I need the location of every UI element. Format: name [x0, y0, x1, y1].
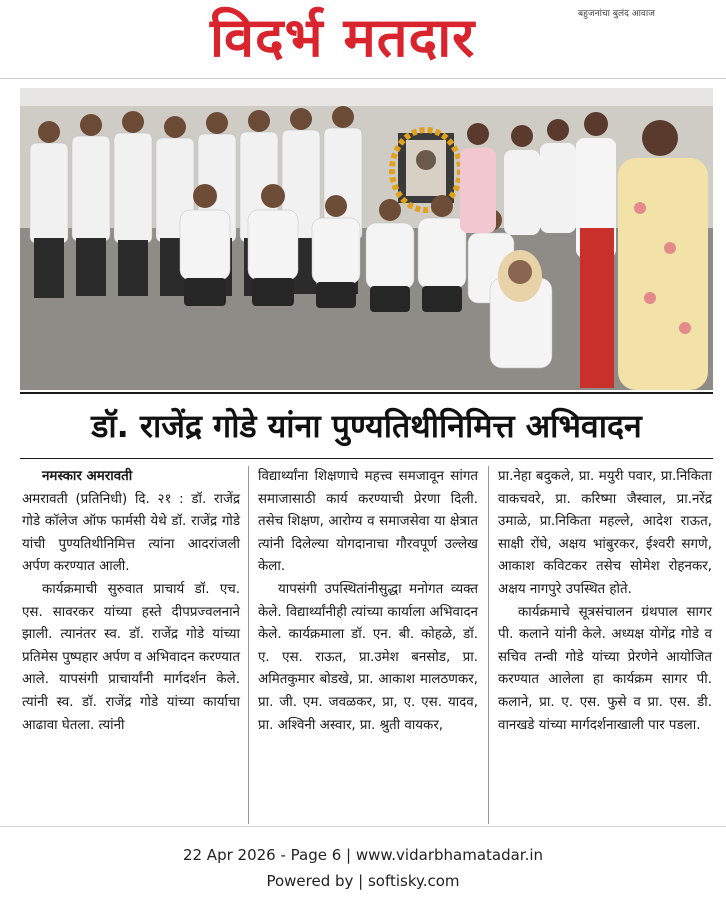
footer-divider — [0, 826, 726, 827]
article-paragraph: कार्यक्रमाची सुरुवात प्राचार्य डॉ. एच. एस. सावरकर यांच्या हस्ते दीपप्रज्वलनाने झाली. त्यानंतर स्व. डॉ. राजेंद्र गोडे यांच्या प्रतिमेस पुष्पहार अर्पण व अभिवादन करण्यात आले. यापसंगी प्राचार्यांनी मार्गदर्शन केले. त्यांनी स्व. डॉ. राजेंद्र गोडे यांच्या कार्याचा आढावा घेतला. त्यांनी — [22, 581, 240, 733]
newspaper-logo — [210, 2, 655, 74]
article-paragraph: कार्यक्रमाचे सूत्रसंचालन ग्रंथपाल सागर पी. कलाने यांनी केले. अध्यक्ष योगेंद्र गोडे व सचिव तन्वी गोडे यांच्या प्रेरणेने आयोजित करण्यात आलेला हा कार्यक्रम सागर पी. कलाने, प्रा. ए. एस. फुसे व प्रा. एस. डी. वानखडे यांच्या मार्गदर्शनाखाली पार पडला. — [498, 604, 712, 733]
logo-tagline: बहुजनांचा बुलंद आवाज — [578, 9, 655, 19]
article-paragraph: अमरावती (प्रतिनिधी) दि. २१ : डॉ. राजेंद्र गोडे कॉलेज ऑफ फार्मसी येथे डॉ. राजेंद्र गोडे यांची पुण्यतिथीनिमित्त त्यांना आदरांजली अर्पण करण्यात आली. — [22, 491, 240, 575]
article-paragraph: प्रा.नेहा बदुकले, प्रा. मयुरी पवार, प्रा.निकिता वाकचवरे, प्रा. करिष्मा जैस्वाल, प्रा.नरेंद्र उमाळे, प्रा.निकिता महल्ले, आदेश राऊत, साक्षी रोंघे, अक्षय भांबुरकर, ईश्वरी सगणे, आकाश कविटकर तसेच सोमेश रोहनकर, अक्षय नागपुरे उपस्थित होते. — [498, 469, 712, 597]
column-divider — [248, 466, 249, 824]
article-kicker: नमस्कार अमरावती — [42, 469, 133, 484]
column-divider — [488, 466, 489, 824]
article-headline: डॉ. राजेंद्र गोडे यांना पुण्यतिथीनिमित्त अभिवादन — [91, 407, 642, 445]
masthead — [0, 0, 726, 80]
headline-divider — [20, 458, 713, 459]
article-column-2 — [258, 466, 478, 737]
news-photo — [20, 88, 713, 390]
article-column-3 — [498, 466, 712, 737]
footer-powered-by: Powered by | softisky.com — [266, 872, 460, 890]
group-photo-illustration — [20, 88, 713, 390]
article-paragraph: विद्यार्थ्यांना शिक्षणाचे महत्त्व समजावून सांगत समाजासाठी कार्य करण्याची प्रेरणा दिली. तसेच शिक्षण, आरोग्य व समाजसेवा या क्षेत्रात त्यांनी दिलेल्या योगदानाचा गौरवपूर्ण उल्लेख केला. — [258, 469, 478, 575]
footer-date-page-url: 22 Apr 2026 - Page 6 | www.vidarbhamatadar.in — [182, 846, 544, 864]
logo-text: विदर्भ मतदार — [210, 6, 476, 69]
article-paragraph: यापसंगी उपस्थितांनीसुद्धा मनोगत व्यक्त केले. विद्यार्थ्यांनीही त्यांच्या कार्याला अभिवादन केले. कार्यक्रमाला डॉ. एन. बी. कोहळे, डॉ. ए. एस. राऊत, प्रा.उमेश बनसोड, प्रा. अमितकुमार बोडखे, प्रा. आकाश मालठणकर, प्रा. जी. एम. जवळकर, प्रा, ए. एस. यादव, प्रा. अश्विनी अस्वार, प्रा. श्रुती वायकर, — [258, 581, 478, 733]
article-column-1 — [22, 466, 240, 737]
photo-divider — [20, 392, 713, 394]
masthead-divider — [0, 78, 726, 79]
